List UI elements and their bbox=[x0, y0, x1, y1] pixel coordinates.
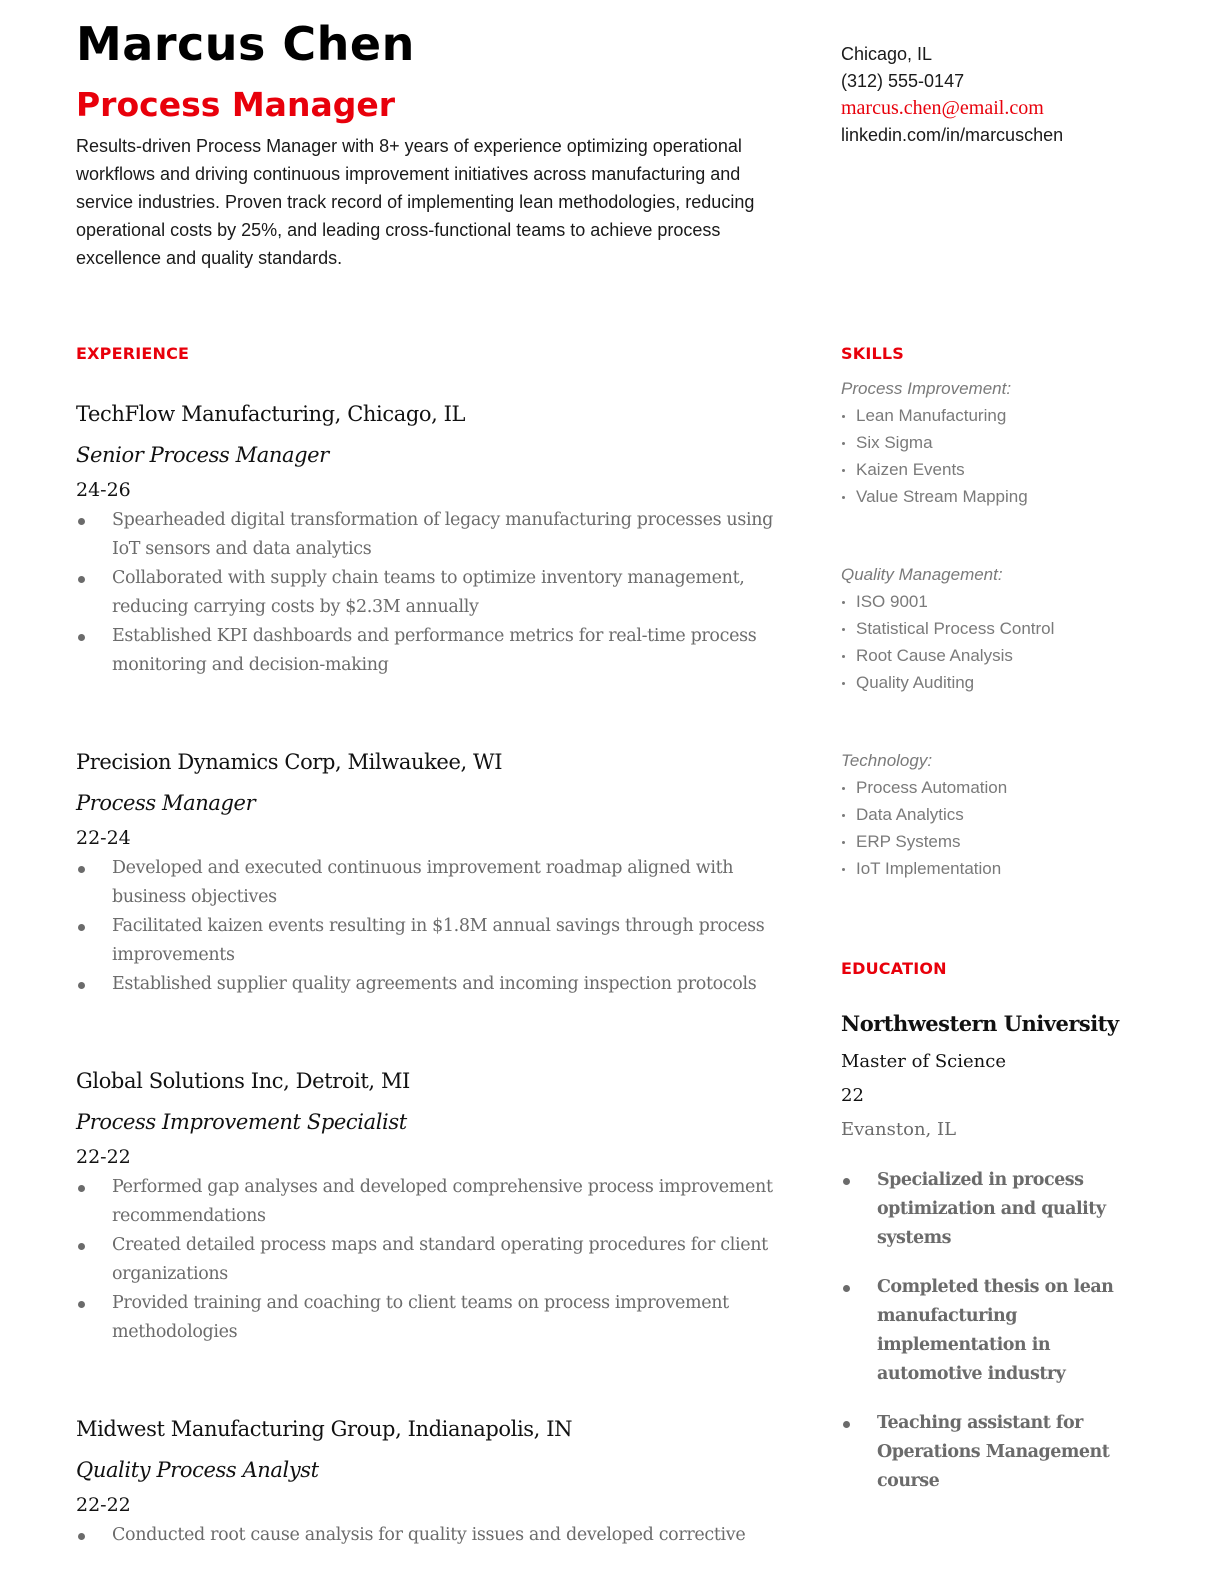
bullet-icon bbox=[842, 415, 845, 418]
bullet-text: Performed gap analyses and developed comprehensive process improvement recommendations bbox=[112, 1177, 773, 1226]
job-dates: 22-22 bbox=[76, 1494, 131, 1516]
bullet-icon bbox=[78, 518, 85, 525]
bullet-icon bbox=[843, 1285, 850, 1292]
bullet-icon bbox=[78, 634, 85, 641]
skill-item bbox=[841, 456, 1131, 483]
job-bullet bbox=[76, 622, 796, 680]
bullet-icon bbox=[78, 1533, 85, 1540]
job-bullet bbox=[76, 854, 796, 912]
bullet-icon bbox=[842, 601, 845, 604]
job-entry bbox=[76, 1066, 796, 1347]
bullet-text: Established supplier quality agreements and incoming inspection protocols bbox=[112, 974, 757, 994]
skill-text: Value Stream Mapping bbox=[856, 487, 1028, 506]
bullet-text: Facilitated kaizen events resulting in $1.8M annual savings through process improvements bbox=[112, 916, 765, 965]
education-bullet bbox=[841, 1273, 1121, 1389]
job-bullet bbox=[76, 1231, 796, 1289]
job-bullet bbox=[76, 1173, 796, 1231]
skill-category: Process Improvement: bbox=[841, 379, 1012, 398]
skill-text: ERP Systems bbox=[856, 832, 961, 851]
job-company: Midwest Manufacturing Group, Indianapolis, IN bbox=[76, 1417, 573, 1441]
skill-text: Kaizen Events bbox=[856, 460, 965, 479]
education-entry bbox=[841, 1010, 1121, 1516]
job-bullet bbox=[76, 1289, 796, 1347]
professional-summary: Results-driven Process Manager with 8+ years of experience optimizing operational workflows and driving continuous improvement initiatives across manufacturing and service industries. Proven track record of implementing lean methodologies, reducing operational costs by 25%, and leading cross-functional teams to achieve process excellence and quality standards. bbox=[76, 136, 755, 268]
job-title: Process Manager bbox=[76, 791, 256, 815]
skill-group bbox=[841, 561, 1131, 696]
job-bullets bbox=[76, 1173, 796, 1347]
contact-info bbox=[841, 41, 1063, 149]
bullet-icon bbox=[842, 682, 845, 685]
education-bullets bbox=[841, 1166, 1121, 1496]
job-dates: 22-22 bbox=[76, 1146, 131, 1168]
bullet-icon bbox=[842, 469, 845, 472]
job-title: Senior Process Manager bbox=[76, 443, 329, 467]
skill-item bbox=[841, 615, 1131, 642]
job-bullet bbox=[76, 1521, 796, 1550]
contact-location: Chicago, IL bbox=[841, 44, 933, 64]
job-entry bbox=[76, 399, 796, 680]
skill-text: Quality Auditing bbox=[856, 673, 975, 692]
skill-text: Statistical Process Control bbox=[856, 619, 1055, 638]
skill-text: Six Sigma bbox=[856, 433, 933, 452]
education-heading: EDUCATION bbox=[841, 959, 947, 978]
job-dates: 24-26 bbox=[76, 479, 131, 501]
bullet-icon bbox=[78, 866, 85, 873]
bullet-icon bbox=[78, 1243, 85, 1250]
bullet-icon bbox=[842, 496, 845, 499]
school-location: Evanston, IL bbox=[841, 1119, 957, 1140]
bullet-icon bbox=[843, 1421, 850, 1428]
skill-item bbox=[841, 669, 1131, 696]
bullet-text: Created detailed process maps and standard operating procedures for client organizations bbox=[112, 1235, 768, 1284]
skill-text: Lean Manufacturing bbox=[856, 406, 1007, 425]
graduation-year: 22 bbox=[841, 1085, 864, 1106]
bullet-text: Provided training and coaching to client teams on process improvement methodologies bbox=[112, 1293, 729, 1342]
skill-item bbox=[841, 828, 1131, 855]
skill-text: Root Cause Analysis bbox=[856, 646, 1013, 665]
bullet-text: Conducted root cause analysis for quality issues and developed corrective bbox=[112, 1525, 746, 1545]
education-bullet bbox=[841, 1409, 1121, 1496]
skill-text: ISO 9001 bbox=[856, 592, 928, 611]
skill-item bbox=[841, 801, 1131, 828]
bullet-icon bbox=[78, 1301, 85, 1308]
skills-heading: SKILLS bbox=[841, 344, 904, 363]
skill-category: Quality Management: bbox=[841, 565, 1003, 584]
job-entry bbox=[76, 747, 796, 999]
degree: Master of Science bbox=[841, 1051, 1006, 1072]
contact-linkedin-link[interactable]: linkedin.com/in/marcuschen bbox=[841, 125, 1064, 145]
skill-item bbox=[841, 855, 1131, 882]
contact-phone: (312) 555-0147 bbox=[841, 71, 965, 91]
skill-group bbox=[841, 375, 1131, 510]
job-title: Quality Process Analyst bbox=[76, 1458, 319, 1482]
skill-category: Technology: bbox=[841, 751, 933, 770]
job-company: Global Solutions Inc, Detroit, MI bbox=[76, 1069, 410, 1093]
job-bullets bbox=[76, 506, 796, 680]
job-title: Process Improvement Specialist bbox=[76, 1110, 407, 1134]
bullet-icon bbox=[842, 841, 845, 844]
school-name: Northwestern University bbox=[841, 1011, 1119, 1036]
bullet-icon bbox=[842, 787, 845, 790]
job-bullet bbox=[76, 506, 796, 564]
bullet-icon bbox=[842, 442, 845, 445]
job-bullet bbox=[76, 912, 796, 970]
bullet-icon bbox=[78, 982, 85, 989]
bullet-text: Established KPI dashboards and performance metrics for real-time process monitoring and decision-making bbox=[112, 626, 757, 675]
bullet-icon bbox=[842, 868, 845, 871]
bullet-icon bbox=[78, 576, 85, 583]
candidate-name: Marcus Chen bbox=[76, 17, 415, 71]
bullet-icon bbox=[842, 628, 845, 631]
skill-item bbox=[841, 483, 1131, 510]
skill-item bbox=[841, 588, 1131, 615]
job-company: TechFlow Manufacturing, Chicago, IL bbox=[76, 402, 466, 426]
skill-item bbox=[841, 402, 1131, 429]
bullet-icon bbox=[843, 1178, 850, 1185]
skill-text: Process Automation bbox=[856, 778, 1008, 797]
job-bullet bbox=[76, 970, 796, 999]
job-bullets bbox=[76, 1521, 796, 1550]
job-company: Precision Dynamics Corp, Milwaukee, WI bbox=[76, 750, 503, 774]
skill-item bbox=[841, 429, 1131, 456]
skill-item bbox=[841, 642, 1131, 669]
job-dates: 22-24 bbox=[76, 827, 131, 849]
bullet-text: Teaching assistant for Operations Management course bbox=[877, 1413, 1110, 1491]
bullet-icon bbox=[842, 814, 845, 817]
bullet-icon bbox=[842, 655, 845, 658]
candidate-role: Process Manager bbox=[76, 85, 395, 124]
bullet-text: Collaborated with supply chain teams to optimize inventory management, reducing carrying costs by $2.3M annually bbox=[112, 568, 745, 617]
job-bullet bbox=[76, 564, 796, 622]
job-bullets bbox=[76, 854, 796, 999]
bullet-text: Spearheaded digital transformation of legacy manufacturing processes using IoT sensors and data analytics bbox=[112, 510, 773, 559]
bullet-text: Specialized in process optimization and quality systems bbox=[877, 1170, 1106, 1248]
job-entry bbox=[76, 1414, 796, 1550]
skill-text: IoT Implementation bbox=[856, 859, 1002, 878]
education-bullet bbox=[841, 1166, 1121, 1253]
bullet-text: Completed thesis on lean manufacturing implementation in automotive industry bbox=[877, 1277, 1114, 1384]
skill-group bbox=[841, 747, 1131, 882]
skill-item bbox=[841, 774, 1131, 801]
bullet-icon bbox=[78, 924, 85, 931]
bullet-text: Developed and executed continuous improvement roadmap aligned with business objectives bbox=[112, 858, 734, 907]
skill-text: Data Analytics bbox=[856, 805, 964, 824]
experience-heading: EXPERIENCE bbox=[76, 344, 190, 363]
contact-email-link[interactable]: marcus.chen@email.com bbox=[841, 97, 1044, 119]
bullet-icon bbox=[78, 1185, 85, 1192]
